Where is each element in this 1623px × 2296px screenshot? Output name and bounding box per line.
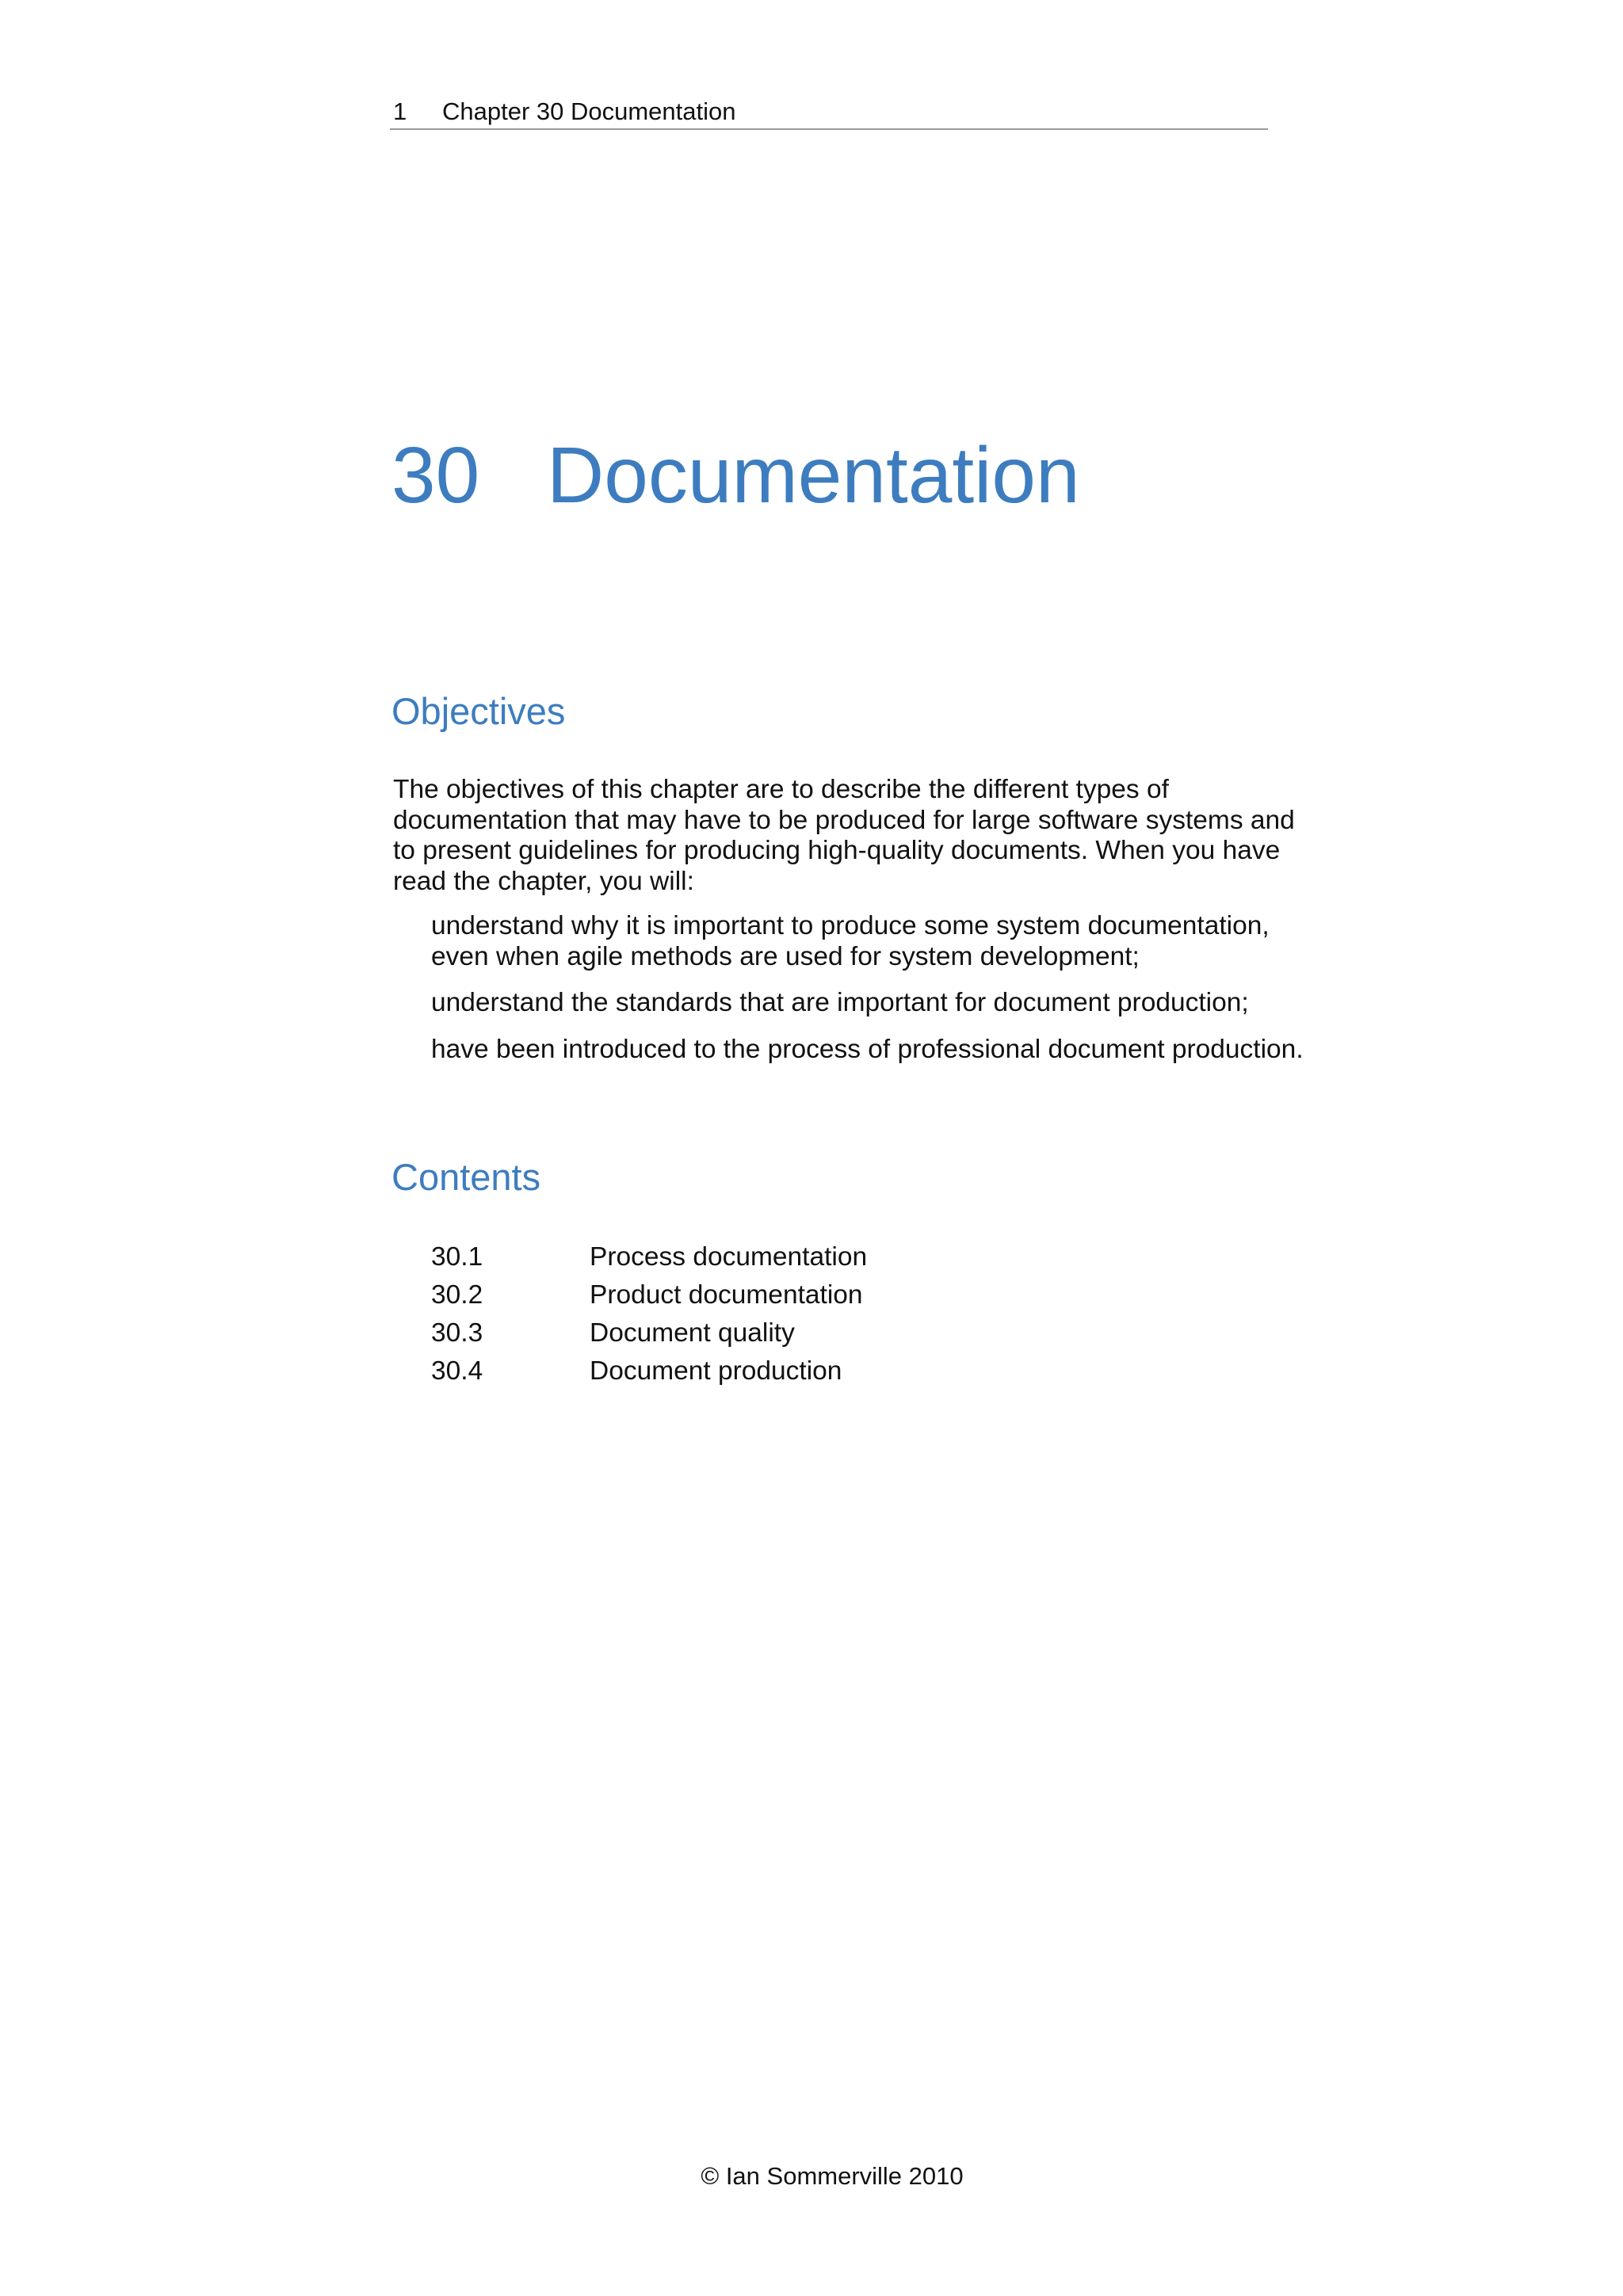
section-number: 30.2 bbox=[431, 1280, 483, 1310]
section-title: Document production bbox=[590, 1356, 842, 1386]
chapter-title-text: Documentation bbox=[547, 431, 1080, 520]
contents-entry[interactable] bbox=[431, 1314, 867, 1352]
section-title: Document quality bbox=[590, 1318, 795, 1348]
page-number: 1 bbox=[393, 97, 407, 125]
list-item: understand the standards that are important for document production; bbox=[431, 988, 1249, 1017]
objectives-intro: The objectives of this chapter are to describe the different types of documentation that may have to be produced for large software systems and to present guidelines for producing high-quality documents. When you have read the chapter, you will: bbox=[393, 775, 1295, 896]
contents-list bbox=[431, 1238, 867, 1390]
chapter-number: 30 bbox=[391, 431, 480, 520]
copyright-footer: © Ian Sommerville 2010 bbox=[701, 2162, 964, 2190]
section-title: Product documentation bbox=[590, 1280, 863, 1310]
contents-heading: Contents bbox=[391, 1156, 541, 1198]
contents-entry[interactable] bbox=[431, 1276, 867, 1314]
section-number: 30.4 bbox=[431, 1356, 483, 1386]
section-title: Process documentation bbox=[590, 1242, 868, 1272]
running-header bbox=[390, 93, 1268, 130]
running-title: Chapter 30 Documentation bbox=[442, 97, 736, 125]
section-number: 30.3 bbox=[431, 1318, 483, 1348]
section-number: 30.1 bbox=[431, 1242, 483, 1272]
list-item: have been introduced to the process of professional document production. bbox=[431, 1034, 1304, 1064]
objectives-heading: Objectives bbox=[391, 690, 566, 732]
list-item: understand why it is important to produce some system documentation, even when agile methods are used for system development; bbox=[431, 911, 1270, 971]
contents-entry[interactable] bbox=[431, 1352, 867, 1390]
contents-entry[interactable] bbox=[431, 1238, 867, 1276]
chapter-title bbox=[391, 428, 1080, 523]
objectives-list bbox=[431, 911, 1327, 1081]
